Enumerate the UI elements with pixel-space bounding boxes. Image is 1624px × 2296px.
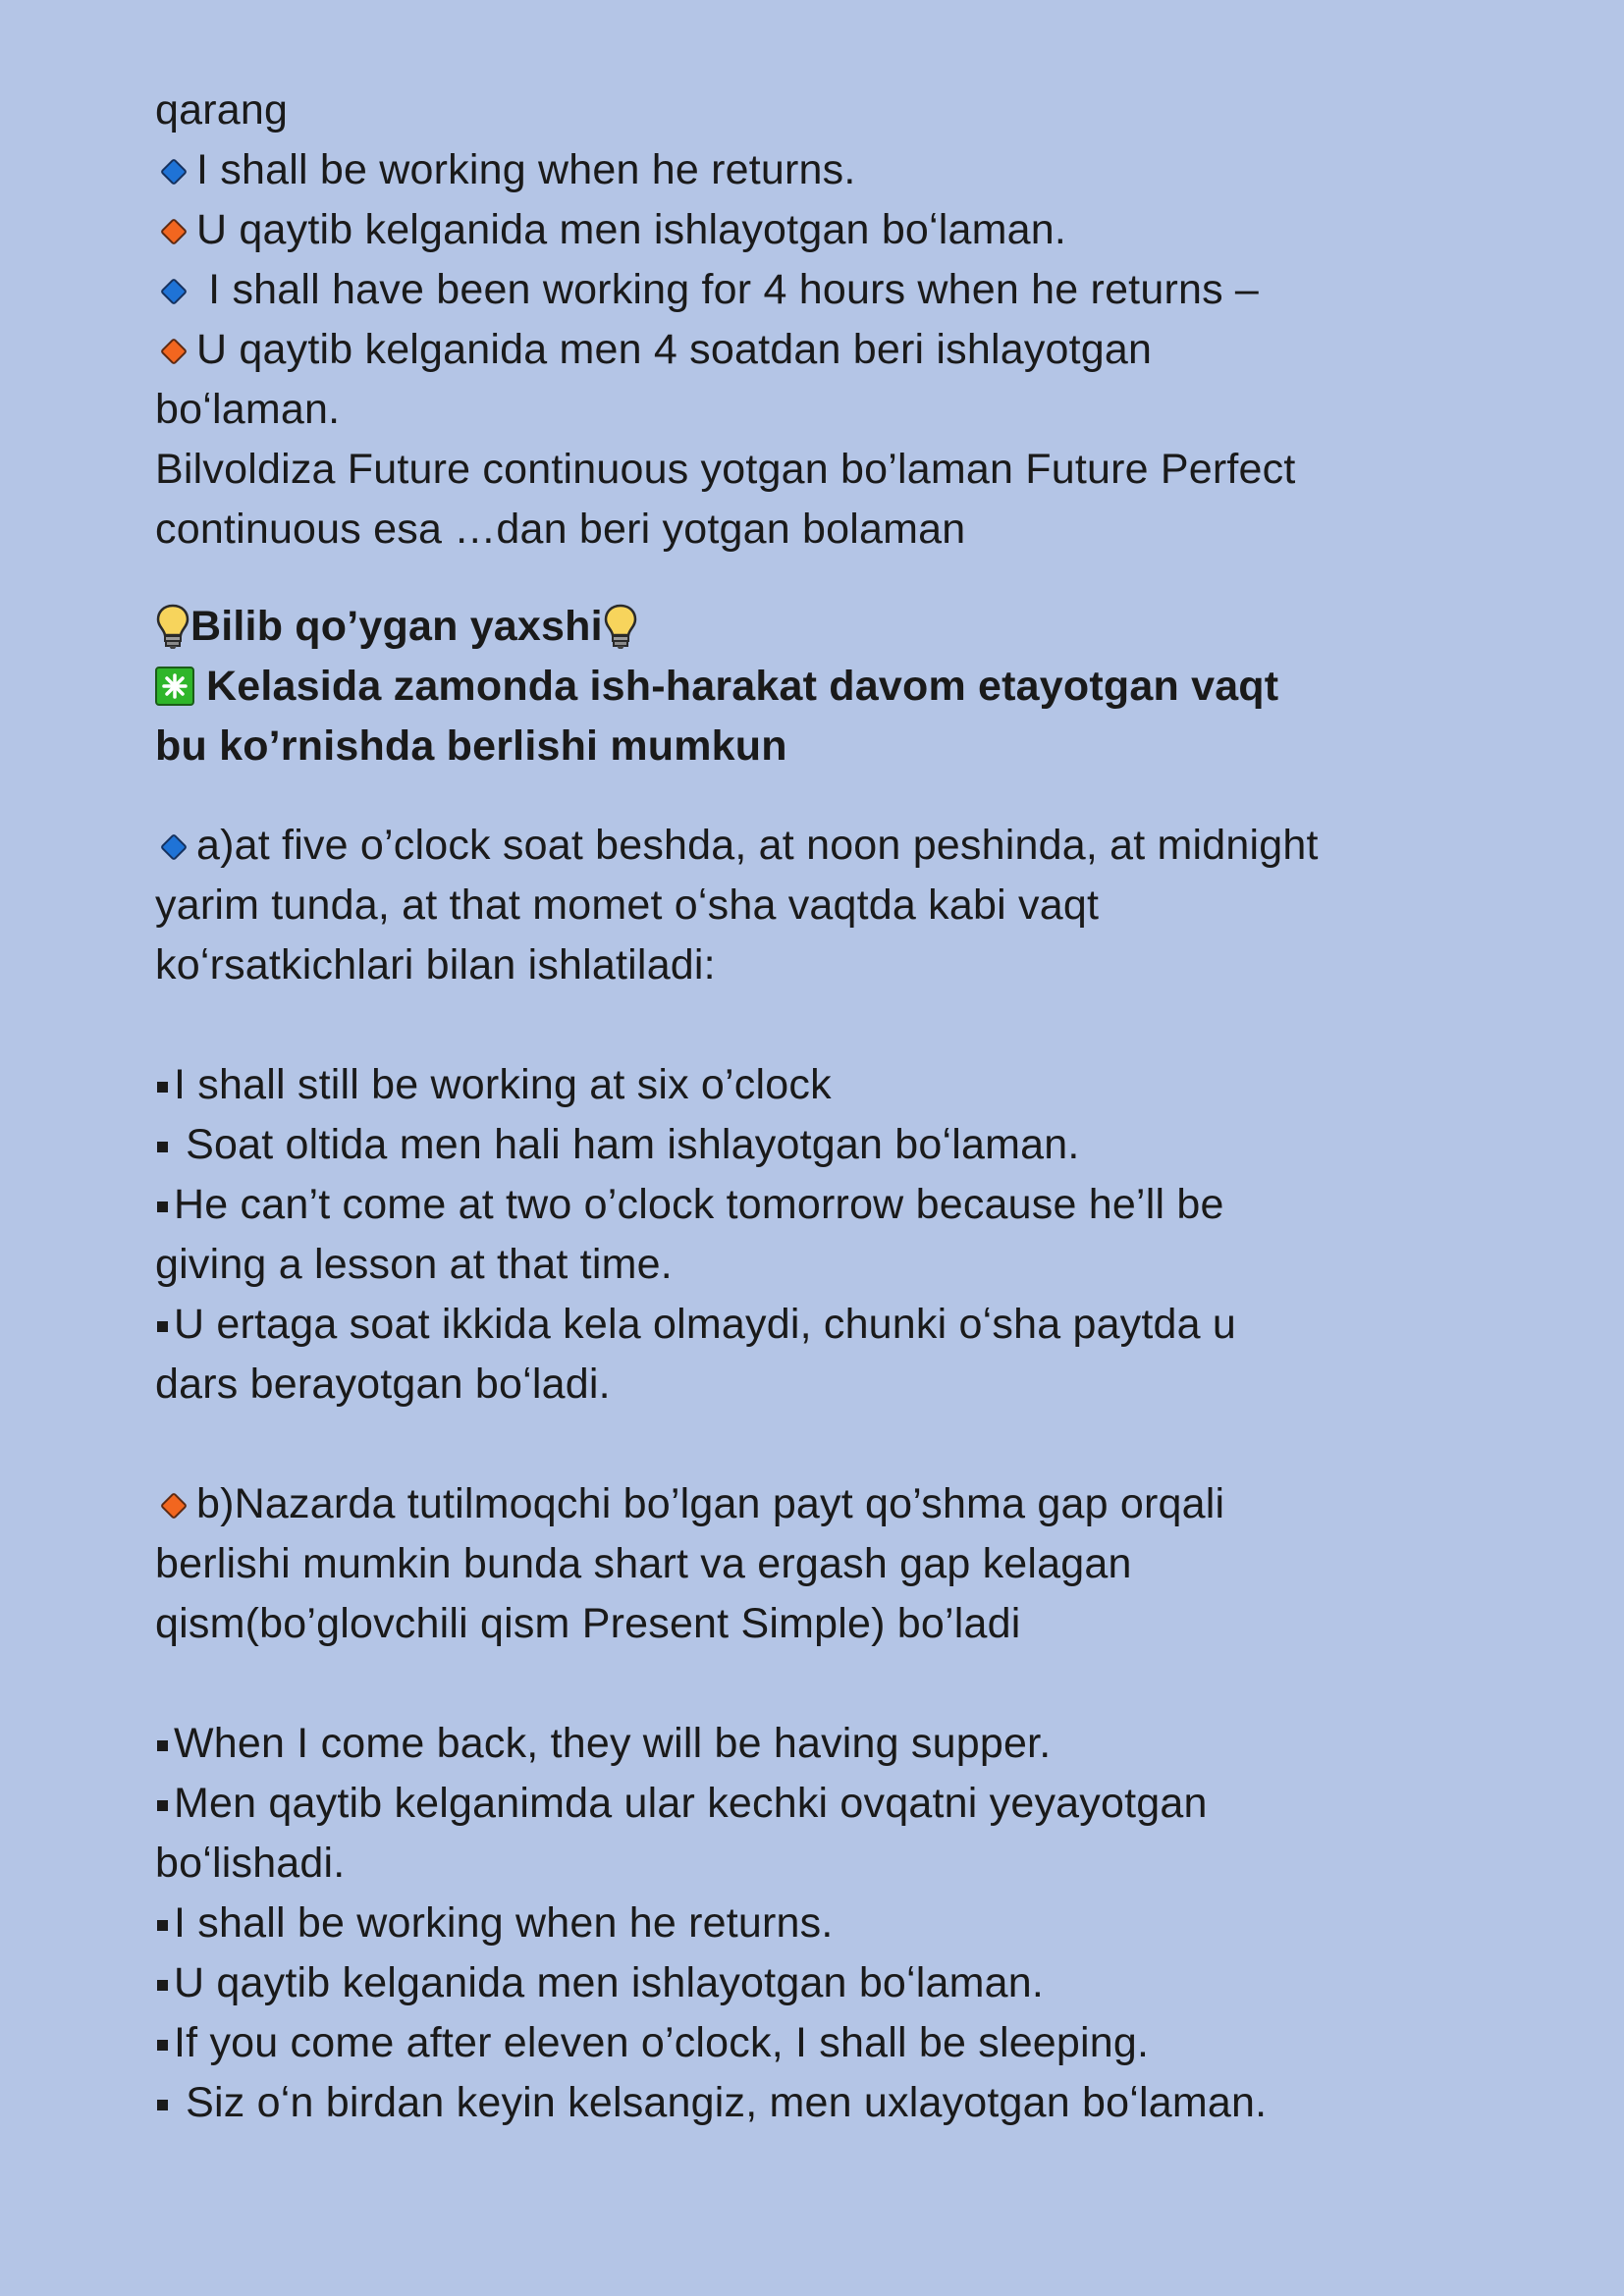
list-item-text: When I come back, they will be having supper.	[174, 1720, 1052, 1767]
list-item	[155, 1175, 1530, 1235]
black-small-square-icon	[157, 1740, 168, 1751]
list-item	[155, 1295, 1530, 1355]
orange-diamond-icon	[159, 217, 189, 246]
document-body	[155, 80, 1530, 2133]
intro-line: qarang	[155, 86, 289, 133]
intro-example-en	[155, 260, 1530, 320]
black-small-square-icon	[157, 1082, 168, 1093]
list-item	[155, 2073, 1530, 2133]
tip-block	[155, 597, 1530, 776]
black-small-square-icon	[157, 1980, 168, 1991]
light-bulb-icon	[603, 603, 638, 650]
section-b	[155, 1474, 1530, 2133]
black-small-square-icon	[157, 1142, 168, 1152]
tip-heading	[155, 657, 1530, 717]
section-a-rule: koʻrsatkichlari bilan ishlatiladi:	[155, 941, 716, 988]
black-small-square-icon	[157, 1920, 168, 1931]
blue-diamond-icon	[159, 157, 189, 187]
intro-example-en	[155, 140, 1530, 200]
intro-line: boʻlaman.	[155, 386, 341, 433]
section-a-rule-text: a)at five o’clock soat beshda, at noon peshinda, at midnight	[196, 822, 1319, 869]
list-item	[155, 1894, 1530, 1953]
black-small-square-icon	[157, 2040, 168, 2051]
tip-heading: bu ko’rnishda berlishi mumkun	[155, 722, 787, 770]
section-b-rule: berlishi mumkin bunda shart va ergash gap kelagan	[155, 1540, 1132, 1587]
list-item-text: I shall still be working at six o’clock	[174, 1061, 832, 1108]
black-small-square-icon	[157, 1800, 168, 1811]
list-item	[155, 1774, 1530, 1834]
section-b-rule: qism(bo’glovchili qism Present Simple) bo’ladi	[155, 1600, 1021, 1647]
list-item	[155, 2013, 1530, 2073]
orange-diamond-icon	[159, 337, 189, 366]
intro-example-text: I shall have been working for 4 hours when he returns –	[196, 266, 1260, 313]
list-item-text: He can’t come at two o’clock tomorrow because he’ll be	[174, 1181, 1224, 1228]
tip-title-text: Bilib qo’ygan yaxshi	[190, 603, 603, 650]
list-item-text: If you come after eleven o’clock, I shall be sleeping.	[174, 2019, 1150, 2066]
intro-example-text: U qaytib kelganida men 4 soatdan beri ishlayotgan	[196, 326, 1153, 373]
list-item	[155, 1055, 1530, 1115]
list-item	[155, 1714, 1530, 1774]
list-item-text: Siz oʻn birdan keyin kelsangiz, men uxlayotgan boʻlaman.	[174, 2079, 1268, 2126]
eight-spoked-asterisk-icon	[155, 667, 194, 706]
orange-diamond-icon	[159, 1491, 189, 1521]
section-a	[155, 816, 1530, 1415]
intro-example-uz	[155, 320, 1530, 380]
section-b-rule-text: b)Nazarda tutilmoqchi bo’lgan payt qo’shma gap orqali	[196, 1480, 1225, 1527]
black-small-square-icon	[157, 1321, 168, 1332]
list-item-text: Men qaytib kelganimda ular kechki ovqatni yeyayotgan	[174, 1780, 1208, 1827]
list-item-continuation: giving a lesson at that time.	[155, 1241, 673, 1288]
list-item-text: I shall be working when he returns.	[174, 1899, 834, 1947]
blue-diamond-icon	[159, 832, 189, 862]
list-item-continuation: boʻlishadi.	[155, 1840, 346, 1887]
intro-line: Bilvoldiza Future continuous yotgan bo’laman Future Perfect	[155, 446, 1296, 493]
intro-line: continuous esa …dan beri yotgan bolaman	[155, 506, 966, 553]
light-bulb-icon	[155, 603, 190, 650]
section-a-rule	[155, 816, 1530, 876]
list-item-continuation: dars berayotgan boʻladi.	[155, 1361, 611, 1408]
list-item-text: U qaytib kelganida men ishlayotgan boʻlaman.	[174, 1959, 1045, 2006]
section-b-rule	[155, 1474, 1530, 1534]
intro-example-uz	[155, 200, 1530, 260]
list-item	[155, 1115, 1530, 1175]
section-a-rule: yarim tunda, at that momet oʻsha vaqtda kabi vaqt	[155, 881, 1100, 929]
tip-title	[155, 597, 1530, 657]
tip-heading-text: Kelasida zamonda ish-harakat davom etayotgan vaqt	[206, 663, 1279, 710]
intro-example-text: U qaytib kelganida men ishlayotgan boʻlaman.	[196, 206, 1067, 253]
blue-diamond-icon	[159, 277, 189, 306]
intro-example-text: I shall be working when he returns.	[196, 146, 856, 193]
black-small-square-icon	[157, 1201, 168, 1212]
black-small-square-icon	[157, 2100, 168, 2110]
list-item-text: U ertaga soat ikkida kela olmaydi, chunki oʻsha paytda u	[174, 1301, 1237, 1348]
intro-block	[155, 80, 1530, 560]
list-item	[155, 1953, 1530, 2013]
list-item-text: Soat oltida men hali ham ishlayotgan boʻlaman.	[174, 1121, 1080, 1168]
